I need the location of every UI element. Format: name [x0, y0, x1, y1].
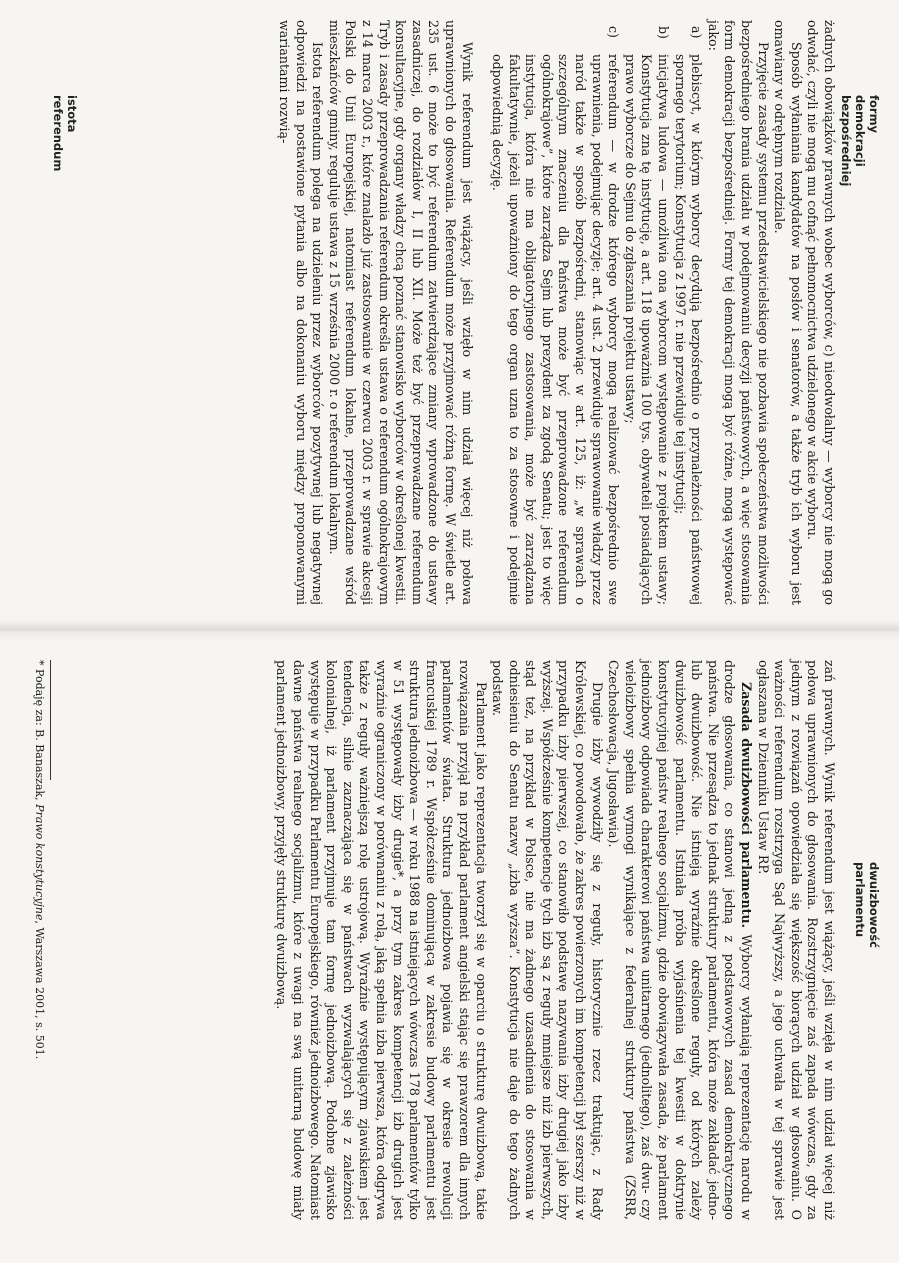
list-item-inicjatywa	[621, 20, 671, 605]
margin-note-line: formy	[867, 95, 881, 134]
list-item-referendum	[489, 20, 622, 605]
list-item-text: plebiscyt, w którym wyborcy decydują bezpośrednio o przynależności państwowej spornego terytorium; Konstytucja z 1997 r. nie przewiduje tej instytucji;	[672, 54, 705, 605]
left-text-column	[77, 20, 837, 605]
paragraph: żadnych obowiązków prawnych wobec wyborców, c) nieodwołalny — wyborcy nie mogą go odwołać, czyli nie mogą mu cofnąć pełnomocnictwa udzielonego w akcie wyboru.	[805, 20, 837, 605]
list-marker: a)	[689, 26, 705, 39]
list-item-text: referendum — w drodze którego wyborcy mogą realizować bezpośrednio swe uprawnienia, podejmując decyzje; art. 4 ust. 2 przewiduje sprawowanie władzy przez naród także w sposób bezpośredni, stanowiąc w art. 125, iż: „w sprawach o szczególnym znaczeniu dla Państwa może być przeprowadzone referendum ogólnokrajowe”, które zarządza Sejm lub prezydent za zgodą Senatu; jest to więc instytucja, która nie ma obligatoryjnego zastosowania, może być zarządzana fakultatywnie, jeżeli upoważniony do tego organ uzna to za stosowne i podejmie odpowiednią decyzję.	[490, 54, 622, 605]
margin-note-dwuizbowosc	[853, 862, 881, 1002]
list-item-text: inicjatywa ludowa — umożliwia ona wyborcom występowanie z projektem ustawy; Konstytucja zna tę instytucję, a art. 118 upoważnia 100 tys. obywateli posiadających prawo wyborcze do Sejmu do zgłaszania projektu ustawy;	[622, 54, 672, 605]
footnote-suffix: , Warszawa 2001, s. 501.	[33, 920, 46, 1060]
page-fold-shadow	[0, 620, 899, 642]
margin-note-istota-referendum	[51, 95, 79, 205]
footnote	[32, 660, 46, 1220]
paragraph: Istota referendum polega na udzieleniu przez wyborców pozytywnej lub negatywnej odpowiedzi na postawione pytania albo na dokonaniu wyboru między proponowanymi wariantami rozwią-	[277, 20, 326, 605]
section-term: Zasada dwuizbowości parlamentu.	[739, 682, 755, 929]
paragraph: zań prawnych. Wynik referendum jest wiążący, jeśli wzięła w nim udział więcej niż połowa uprawnionych do głosowania. Rozstrzygnięcie zaś zapada wówczas, gdy za jednym z rozwiązań opowiedziała się większość biorących udział w głosowaniu. O ważności referendum rozstrzyga Sąd Najwyższy, a jego uchwała w tej sprawie jest ogłaszana w Dzienniku Ustaw RP.	[755, 660, 837, 1220]
paragraph: Przyjęcie zasady systemu przedstawicielskiego nie pozbawia społeczeństwa możliwości bezpośredniego brania udziału w podejmowaniu decyzji państwowych, a więc stosowania form demokracji bezpośredniej. Formy tej demokracji mogą być różne, mogą występować jako:	[705, 20, 771, 605]
margin-note-line: istota	[65, 95, 79, 133]
list-marker: c)	[606, 26, 622, 38]
footnote-rule	[50, 660, 51, 780]
footnote-prefix: Podaję za: B. Banaszak,	[33, 665, 46, 805]
margin-note-line: parlamentu	[853, 862, 867, 938]
margin-note-line: referendum	[51, 95, 65, 172]
paragraph: Sposób wyłaniania kandydatów na posłów i senatorów, a także tryb ich wyboru jest omawiany w odrębnym rozdziale.	[772, 20, 804, 605]
footnote-marker: *	[33, 660, 46, 666]
paragraph: Parlament jako reprezentacja tworzył się w oparciu o strukturę dwuizbową, takie rozwiązania przyjął na przykład parlament angielski stając się prawzorem dla innych parlamentów świata. Struktura jednoizbowa pojawia się w okresie rewolucji francuskiej 1789 r. Współcześnie dominującą w zakresie budowy parlamentu jest struktura jednoizbowa — w roku 1988 na istniejących wówczas 178 parlamentów tylko w 51 występowały izby drugie*, a przy tym zakres kompetencji izb drugich jest wyraźnie ograniczony w porównaniu z rolą, jaką spełnia izba pierwsza, która odgrywa także z reguły ważniejszą rolę ustrojową. Wyraźnie występującym zjawiskiem jest tendencja, silnie zaznaczająca się w państwach wyzwalających się z zależności kolonialnej, iż parlament przyjmuje tam formę jednoizbową. Podobne zjawisko występuje w przypadku Parlamentu Europejskiego, również jednoizbowego. Natomiast dawne państwa realnego socjalizmu, które z uwagi na swą unitarną budowę miały parlament jednoizbowy, przyjęły strukturę dwuizbową.	[274, 660, 489, 1220]
footnote-title: Prawo konstytucyjne	[33, 804, 46, 921]
margin-note-line: bezpośredniej	[839, 95, 853, 187]
margin-note-line: demokracji	[853, 95, 867, 167]
margin-note-line: dwuizbowość	[867, 862, 881, 948]
paragraph: Wynik referendum jest wiążący, jeśli wzięło w nim udział więcej niż połowa uprawnionych do głosowania. Referendum może przyjmować różną formę. W świetle art. 235 ust. 6 może to być referendum zatwierdzające zmiany wprowadzone do ustawy zasadniczej, do rozdziałów I, II lub XII. Może też być przeprowadzane referendum konsultacyjne, gdy organy władzy chcą poznać stanowisko wyborców w określonej kwestii. Tryb i zasady przeprowadzania referendum określa ustawa o referendum ogólnokrajowym z 14 marca 2003 r., które znalazło już zastosowanie w czerwcu 2003 r. w sprawie akcesji Polski do Unii Europejskiej, natomiast referendum lokalne, przeprowadzane wśród mieszkańców gminy, reguluje ustawa z 15 września 2000 r. o referendum lokalnym.	[326, 20, 475, 605]
right-text-column	[77, 660, 837, 1220]
paragraph: Drugie izby wywodziły się z reguły, historycznie rzecz traktując, z Rady Królewskiej, co powodowało, że zakres powierzonych im kompetencji był szerszy niż w przypadku izby pierwszej, co stanowiło podstawę nazywania izby drugiej jako izby wyższej. Współcześnie kompetencje tych izb są z reguły mniejsze niż izb pierwszych, stąd też, na przykład w Polsce, nie ma żadnego uzasadnienia do stosowania w odniesieniu do Senatu nazwy „izba wyższa”. Konstytucja nie daje do tego żadnych podstaw.	[490, 660, 605, 1220]
paragraph-dwuizbowosc	[605, 660, 754, 1220]
paragraph-text: Wyborcy wyłaniają reprezentację narodu w drodze głosowania, co stanowi jedną z podstawowych zasad demokratycznego państwa. Nie przesądza to jednak struktury parlamentu, która może zakładać jedno- lub dwuizbowość. Nie istnieją wyraźnie określone reguły, od których zależy dwuizbowość parlamentu. Istniała próba wyjaśnienia tej kwestii w doktrynie konstytucyjnej państw realnego socjalizmu, gdzie obowiązywała zasada, że parlament jednoizbowy odpowiada charakterowi państwa unitarnego (jednolitego), zaś dwu- czy wieloizbowy spełnia wymogi wynikające z federalnej struktury państwa (ZSRR, Czechosłowacja, Jugosławia).	[606, 660, 755, 1220]
margin-note-formy-demokracji	[839, 95, 881, 205]
list-item-plebiscyt	[671, 20, 704, 605]
list-marker: b)	[656, 26, 672, 39]
